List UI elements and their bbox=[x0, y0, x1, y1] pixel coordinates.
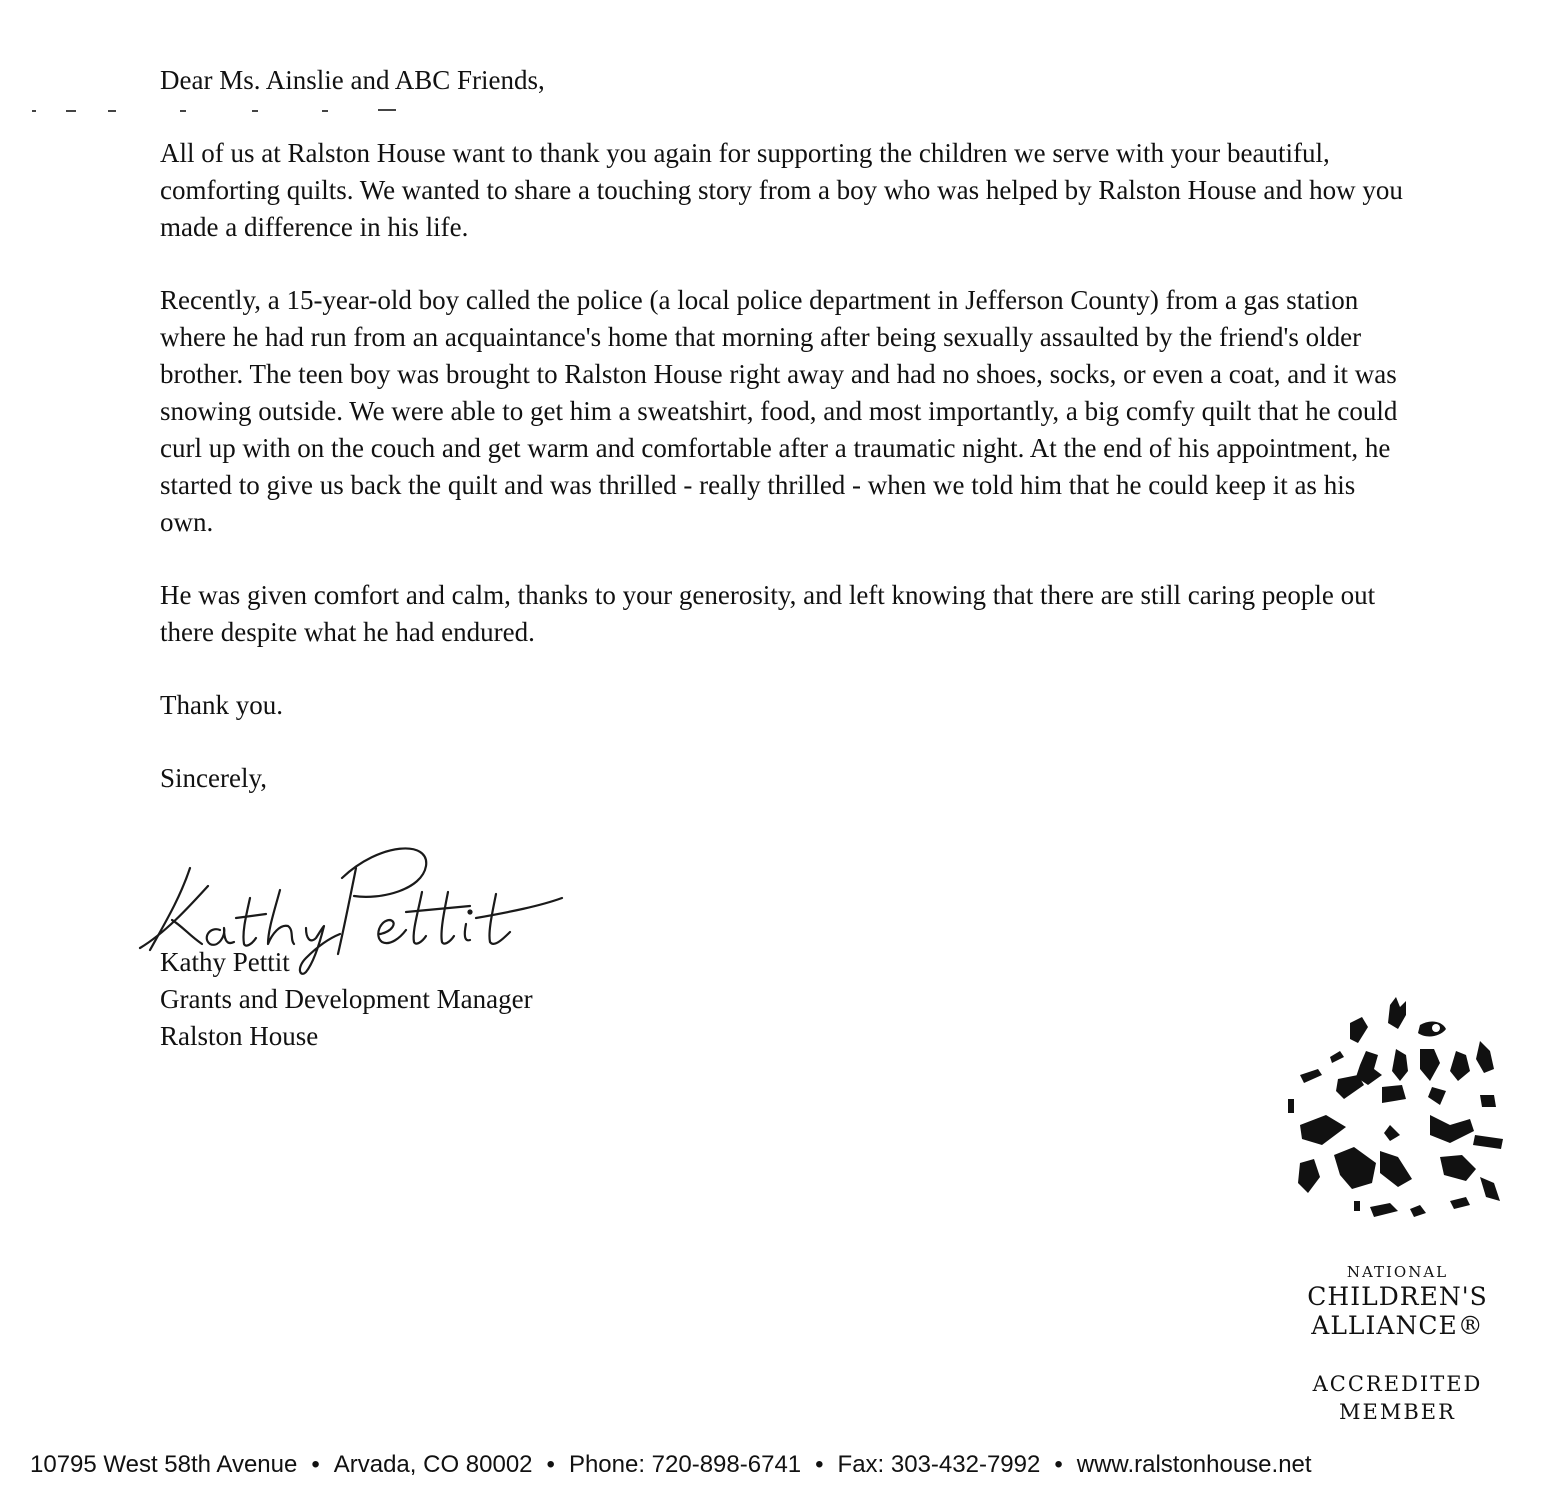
nca-name-line2: ALLIANCE® bbox=[1311, 1311, 1484, 1340]
footer-address: 10795 West 58th Avenue bbox=[30, 1451, 298, 1478]
signature-block bbox=[160, 944, 533, 1055]
nca-status-line2: MEMBER bbox=[1339, 1400, 1456, 1424]
salutation: Dear Ms. Ainslie and ABC Friends, bbox=[160, 65, 545, 95]
paragraph-thanks: All of us at Ralston House want to thank you again for supporting the children we serve with your beautiful, comforting quilts. We wanted to share a touching story from a boy who was helped by Ralston House and how you made a difference in his life. bbox=[160, 138, 1403, 242]
footer-separator: • bbox=[546, 1451, 555, 1478]
footer-fax: Fax: 303-432-7992 bbox=[837, 1451, 1041, 1478]
footer-separator: • bbox=[311, 1451, 320, 1478]
nca-accreditation-text bbox=[1290, 1262, 1505, 1426]
hands-circle-icon bbox=[1270, 995, 1520, 1230]
footer-contact bbox=[30, 1450, 1520, 1480]
paragraph-story: Recently, a 15-year-old boy called the police (a local police department in Jefferson County) from a gas station where he had run from an acquaintance's home that morning after being sexually assaulted by the friend's older brother. The teen boy was brought to Ralston House right away and had no shoes, socks, or even a coat, and it was snowing outside. We were able to get him a sweatshirt, food, and most importantly, a big comfy quilt that he could curl up with on the couch and get warm and comfortable after a traumatic night. At the end of his appointment, he started to give us back the quilt and was thrilled - really thrilled - when we told him that he could keep it as his own. bbox=[160, 285, 1398, 537]
letter-body bbox=[160, 62, 1420, 797]
footer-website: www.ralstonhouse.net bbox=[1076, 1451, 1312, 1478]
nca-national: NATIONAL bbox=[1346, 1263, 1449, 1281]
footer-separator: • bbox=[1054, 1451, 1063, 1478]
signer-name: Kathy Pettit bbox=[160, 947, 290, 977]
footer-phone: Phone: 720-898-6741 bbox=[568, 1451, 802, 1478]
closing-thanks: Thank you. bbox=[160, 690, 283, 720]
signer-organization: Ralston House bbox=[160, 1021, 319, 1051]
nca-status-line1: ACCREDITED bbox=[1312, 1372, 1483, 1396]
footer-city: Arvada, CO 80002 bbox=[333, 1451, 533, 1478]
valediction: Sincerely, bbox=[160, 763, 267, 793]
paragraph-comfort: He was given comfort and calm, thanks to your generosity, and left knowing that there are still caring people out there despite what he had endured. bbox=[160, 580, 1376, 647]
footer-separator: • bbox=[815, 1451, 824, 1478]
nca-name-line1: CHILDREN'S bbox=[1307, 1282, 1488, 1311]
signer-title: Grants and Development Manager bbox=[160, 984, 533, 1014]
